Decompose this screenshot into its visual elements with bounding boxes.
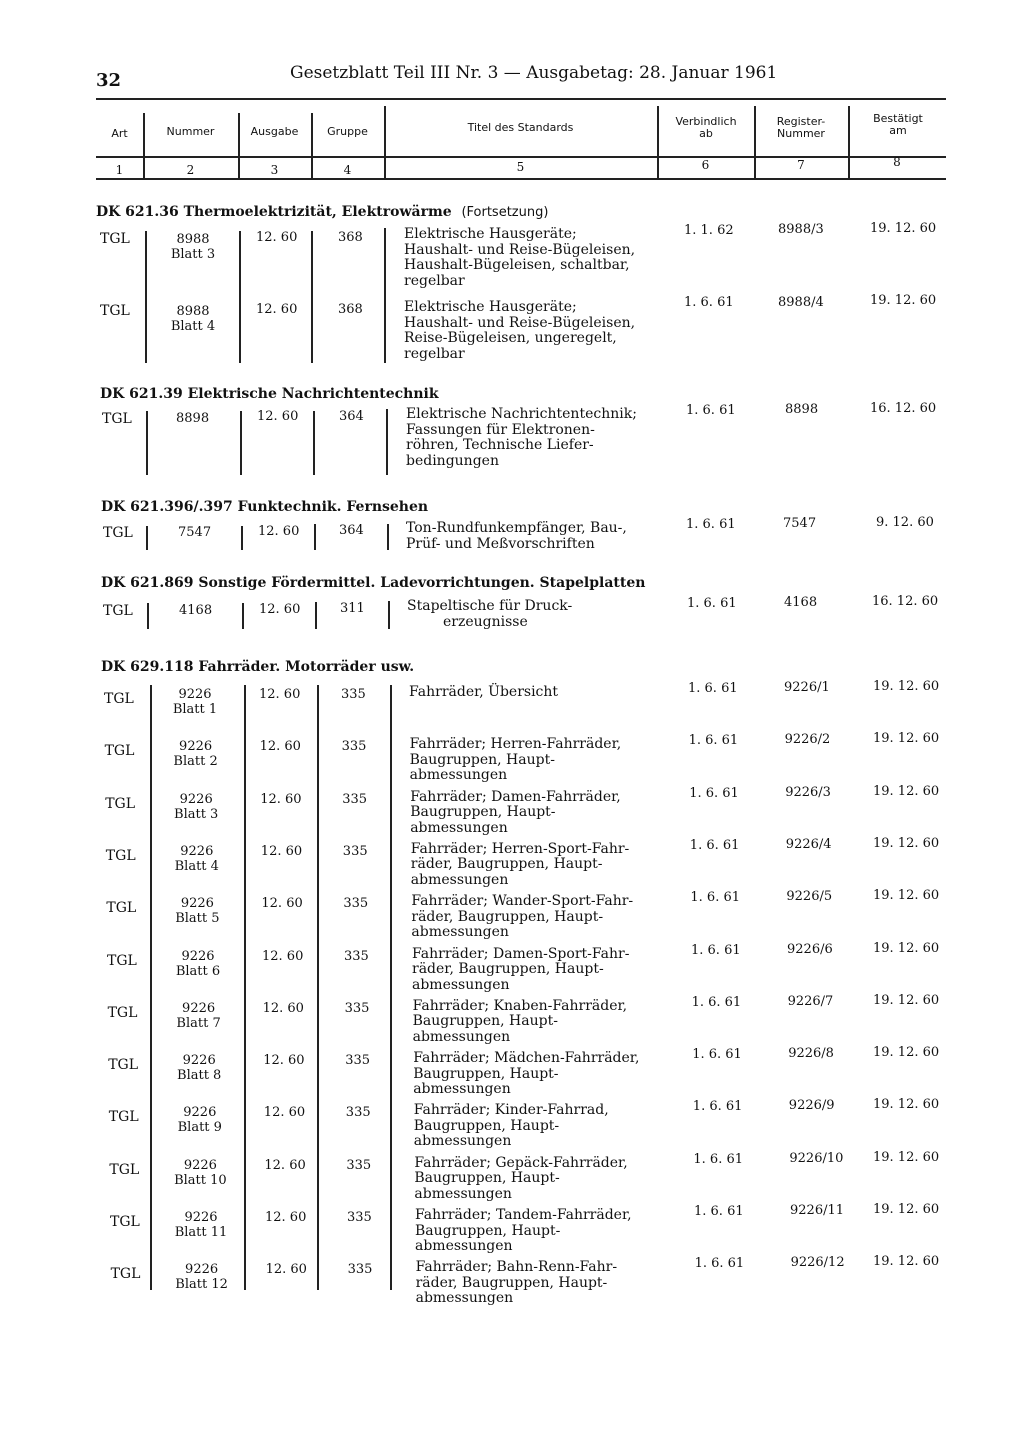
cell-ausgabe: 12. 60 [256,302,298,317]
header-art: Art [111,127,128,140]
cell-nummer: 8988 [176,232,210,247]
titel-line: erzeugnisse [443,613,528,630]
header-verbindlich: Verbindlich ab [675,115,737,140]
cell-art: TGL [104,743,135,760]
titel-line: Elektrische Hausgeräte; [404,226,577,242]
column-rule [384,228,386,363]
titel-line: abmessungen [412,976,510,993]
cell-ausgabe: 12. 60 [259,739,301,755]
titel-line: regelbar [404,345,465,362]
running-head: Gesetzblatt Teil III Nr. 3 — Ausgabetag: 28. Januar 1961 [290,63,778,83]
section-note: (Fortsetzung) [461,205,549,220]
cell-nummer: 9226 [182,1053,216,1069]
cell-nummer: 4168 [179,603,213,618]
cell-verbindlich: 1. 6. 61 [688,733,739,749]
titel-line: Fahrräder; Mädchen-Fahrräder, [413,1050,640,1067]
titel-line: Ton-Rundfunkempfänger, Bau-, [406,520,627,536]
titel-line: Baugruppen, Haupt- [415,1222,561,1239]
column-rule [317,685,319,1290]
cell-art: TGL [110,1214,140,1230]
cell-verbindlich: 1. 6. 61 [689,785,739,801]
cell-verbindlich: 1. 6. 61 [690,890,741,906]
cell-bestaetigt: 19. 12. 60 [873,679,940,694]
titel-line: abmessungen [409,767,508,784]
cell-titel [406,407,661,469]
titel-line: Stapeltische für Druck- [407,598,573,614]
cell-titel [406,521,661,552]
cell-verbindlich: 1. 1. 62 [684,223,734,238]
cell-blatt: Blatt 3 [170,247,216,262]
cell-register: 9226/8 [788,1046,834,1062]
titel-line: Fahrräder; Herren-Sport-Fahr- [410,840,630,857]
cell-verbindlich: 1. 6. 61 [694,1256,745,1272]
titel-line: Baugruppen, Haupt- [413,1065,559,1082]
column-number: 8 [893,155,901,169]
cell-ausgabe: 12. 60 [265,1262,307,1278]
cell-bestaetigt: 16. 12. 60 [872,594,939,609]
column-rule [150,685,152,1290]
cell-art: TGL [100,303,130,319]
cell-verbindlich: 1. 6. 61 [694,1204,744,1219]
cell-bestaetigt: 19. 12. 60 [873,835,940,851]
cell-art: TGL [105,847,136,864]
cell-blatt: Blatt 6 [175,963,221,979]
cell-gruppe: 335 [342,791,368,807]
cell-register: 8898 [785,402,819,417]
cell-gruppe: 368 [338,230,363,245]
cell-bestaetigt: 19. 12. 60 [873,731,940,747]
cell-blatt: Blatt 2 [173,754,218,770]
cell-ausgabe: 12. 60 [259,687,301,702]
cell-titel [412,947,667,994]
titel-line: Fahrräder; Knaben-Fahrräder, [412,997,628,1014]
top-rule [96,98,946,100]
section-heading: DK 621.869 Sonstige Fördermittel. Ladevorrichtungen. Stapelplatten [101,575,646,591]
cell-register: 9226/4 [785,836,832,852]
titel-line: Fassungen für Elektronen- [406,421,595,438]
cell-titel [413,999,668,1046]
section-heading: DK 629.118 Fahrräder. Motorräder usw. [101,659,415,675]
cell-titel [404,227,659,289]
cell-verbindlich: 1. 6. 61 [693,1151,744,1167]
section-heading: DK 621.39 Elektrische Nachrichtentechnik [100,386,439,402]
cell-register: 9226/1 [784,680,830,695]
column-number: 6 [701,158,710,172]
cell-nummer: 8988 [176,304,210,319]
column-rule [145,231,147,363]
cell-ausgabe: 12. 60 [257,409,299,424]
cell-art: TGL [110,1266,141,1283]
column-rule [388,601,390,629]
titel-line: abmessungen [411,924,509,941]
cell-art: TGL [104,691,134,707]
column-rule [244,685,246,1290]
column-rule [242,603,244,629]
cell-register: 4168 [784,595,818,610]
titel-line: Baugruppen, Haupt- [410,804,556,821]
cell-nummer: 9226 [183,1105,217,1121]
cell-verbindlich: 1. 6. 61 [688,681,738,696]
cell-nummer: 7547 [178,525,212,540]
titel-line: Fahrräder; Kinder-Fahrrad, [413,1102,609,1119]
cell-register: 9226/10 [789,1150,844,1166]
column-rule [390,685,392,1290]
column-number: 1 [115,163,124,177]
cell-ausgabe: 12. 60 [264,1157,306,1173]
cell-blatt: Blatt 4 [170,319,216,334]
cell-gruppe: 364 [339,523,364,538]
cell-gruppe: 335 [345,1105,371,1121]
titel-line: abmessungen [412,1028,511,1045]
cell-blatt: Blatt 3 [174,806,219,822]
cell-nummer: 9226 [179,739,213,755]
page-number: 32 [96,70,122,91]
cell-nummer: 9226 [185,1262,219,1278]
cell-register: 9226/3 [785,784,831,800]
cell-bestaetigt: 19. 12. 60 [873,1202,940,1217]
cell-register: 8988/4 [778,295,824,310]
cell-blatt: Blatt 9 [177,1120,222,1136]
titel-line: Reise-Bügeleisen, ungeregelt, [404,330,617,346]
cell-register: 9226/2 [784,732,831,748]
cell-blatt: Blatt 10 [174,1172,227,1188]
cell-titel [414,1103,669,1150]
column-number: 4 [343,163,352,177]
cell-ausgabe: 12. 60 [258,524,300,539]
cell-art: TGL [108,1057,139,1074]
column-rule [147,603,149,629]
cell-blatt: Blatt 8 [177,1068,222,1084]
cell-titel [410,790,665,837]
titel-line: abmessungen [413,1081,511,1098]
cell-ausgabe: 12. 60 [260,791,302,807]
cell-ausgabe: 12. 60 [262,1000,304,1016]
column-rule [241,526,243,550]
cell-ausgabe: 12. 60 [260,843,303,859]
column-rule [313,411,315,475]
cell-bestaetigt: 9. 12. 60 [876,515,934,530]
column-rule [315,602,317,629]
cell-nummer: 9226 [180,843,214,859]
cell-verbindlich: 1. 6. 61 [691,994,742,1010]
cell-bestaetigt: 19. 12. 60 [873,940,940,956]
cell-art: TGL [105,795,136,812]
cell-gruppe: 335 [342,843,368,859]
column-rule [146,411,148,475]
titel-line: Fahrräder; Bahn-Renn-Fahr- [415,1259,618,1276]
titel-line: räder, Baugruppen, Haupt- [411,908,604,925]
titel-line: Fahrräder, Übersicht [409,684,559,700]
titel-line: abmessungen [414,1185,512,1202]
cell-art: TGL [103,525,133,541]
column-rule [314,524,316,550]
titel-line: bedingungen [406,452,499,469]
cell-titel [413,1051,668,1098]
cell-nummer: 9226 [181,948,215,964]
cell-art: TGL [107,952,137,969]
cell-gruppe: 335 [343,896,369,912]
titel-line: Baugruppen, Haupt- [413,1117,560,1134]
header-bestaetigt: Bestätigt am [873,112,923,137]
column-number: 2 [186,163,195,177]
header-bottom-rule [96,178,946,180]
titel-line: räder, Baugruppen, Haupt- [412,961,604,977]
cell-titel [411,842,666,889]
cell-titel [409,685,664,701]
cell-nummer: 9226 [178,687,212,702]
cell-bestaetigt: 19. 12. 60 [870,221,937,236]
column-number: 5 [516,160,525,174]
column-rule [240,411,242,475]
cell-register: 9226/5 [786,889,833,905]
column-rule [239,231,241,363]
cell-art: TGL [107,1004,138,1021]
cell-gruppe: 368 [338,302,363,317]
cell-gruppe: 364 [339,409,364,424]
cell-nummer: 9226 [184,1210,218,1225]
header-gruppe: Gruppe [327,125,368,138]
section-title: DK 621.36 Thermoelektrizität, Elektrowärme [96,204,452,220]
cell-nummer: 9226 [182,1000,216,1016]
cell-titel [415,1208,670,1255]
titel-line: Baugruppen, Haupt- [412,1013,558,1030]
titel-line: Haushalt- und Reise-Bügeleisen, [404,241,636,258]
cell-nummer: 9226 [180,896,214,912]
titel-line: Fahrräder; Herren-Fahrräder, [409,736,622,753]
cell-ausgabe: 12. 60 [261,896,303,912]
titel-line: Fahrräder; Wander-Sport-Fahr- [411,893,634,910]
cell-blatt: Blatt 4 [174,858,219,874]
cell-titel [414,1156,669,1203]
cell-gruppe: 311 [340,601,365,616]
cell-bestaetigt: 19. 12. 60 [873,1097,940,1113]
cell-verbindlich: 1. 6. 61 [686,517,736,532]
titel-line: Fahrräder; Tandem-Fahrräder, [415,1207,632,1223]
cell-gruppe: 335 [344,1000,370,1016]
cell-blatt: Blatt 1 [172,702,218,717]
titel-line: Fahrräder; Gepäck-Fahrräder, [414,1154,628,1171]
cell-titel [410,737,665,784]
column-number: 7 [797,158,805,172]
cell-bestaetigt: 19. 12. 60 [870,293,937,308]
titel-line: Prüf- und Meßvorschriften [406,535,595,552]
cell-gruppe: 335 [341,739,367,755]
cell-gruppe: 335 [346,1157,372,1173]
cell-bestaetigt: 19. 12. 60 [873,1149,940,1165]
cell-bestaetigt: 19. 12. 60 [873,992,940,1008]
titel-line: regelbar [404,272,465,289]
cell-nummer: 8898 [176,411,210,426]
column-rule [311,231,313,363]
column-rule [387,524,389,550]
cell-art: TGL [102,411,132,427]
titel-line: Haushalt-Bügeleisen, schaltbar, [404,257,630,273]
header-titel: Titel des Standards [467,121,574,134]
titel-line: Elektrische Hausgeräte; [404,299,577,315]
cell-register: 9226/6 [787,941,833,957]
cell-art: TGL [106,900,137,917]
cell-verbindlich: 1. 6. 61 [686,403,736,418]
header-ausgabe: Ausgabe [250,125,299,138]
cell-ausgabe: 12. 60 [263,1105,306,1121]
cell-blatt: Blatt 12 [175,1277,228,1293]
cell-titel [404,300,659,362]
cell-register: 7547 [783,516,817,531]
cell-blatt: Blatt 5 [175,911,220,927]
titel-line: abmessungen [410,819,508,836]
cell-verbindlich: 1. 6. 61 [684,295,734,310]
cell-ausgabe: 12. 60 [259,602,301,617]
cell-ausgabe: 12. 60 [263,1053,305,1069]
cell-register: 9226/7 [787,993,834,1009]
cell-verbindlich: 1. 6. 61 [692,1047,742,1063]
cell-verbindlich: 1. 6. 61 [691,942,741,958]
cell-art: TGL [109,1161,140,1178]
column-rule [386,409,388,475]
titel-line: abmessungen [415,1290,514,1307]
cell-bestaetigt: 16. 12. 60 [870,401,937,416]
header-register: Register- Nummer [776,115,826,140]
cell-bestaetigt: 19. 12. 60 [873,1045,940,1061]
titel-line: röhren, Technische Liefer- [406,437,594,453]
cell-verbindlich: 1. 6. 61 [692,1099,743,1115]
cell-titel [407,599,662,630]
cell-blatt: Blatt 11 [174,1225,228,1240]
cell-art: TGL [108,1109,139,1126]
titel-line: Baugruppen, Haupt- [409,751,555,768]
column-rule [146,526,148,550]
cell-register: 9226/12 [790,1255,845,1271]
titel-line: Baugruppen, Haupt- [414,1170,560,1187]
cell-nummer: 9226 [179,791,213,807]
cell-gruppe: 335 [345,1053,371,1069]
column-number: 3 [270,163,279,177]
cell-ausgabe: 12. 60 [265,1210,307,1225]
cell-art: TGL [100,231,130,247]
titel-line: Fahrräder; Damen-Sport-Fahr- [412,945,630,962]
titel-line: Elektrische Nachrichtentechnik; [406,406,637,422]
cell-verbindlich: 1. 6. 61 [689,837,740,853]
cell-art: TGL [103,603,133,619]
titel-line: abmessungen [413,1133,512,1150]
cell-ausgabe: 12. 60 [256,230,298,245]
cell-nummer: 9226 [183,1157,217,1173]
cell-verbindlich: 1. 6. 61 [687,596,737,611]
section-heading [96,204,548,220]
section-heading: DK 621.396/.397 Funktechnik. Fernsehen [101,499,429,515]
titel-line: Fahrräder; Damen-Fahrräder, [410,788,621,805]
cell-gruppe: 335 [341,687,366,702]
cell-bestaetigt: 19. 12. 60 [873,783,940,799]
cell-blatt: Blatt 7 [176,1015,221,1031]
cell-register: 9226/11 [790,1203,845,1218]
header-nummer: Nummer [166,125,215,138]
cell-titel [416,1260,671,1307]
cell-register: 8988/3 [778,222,824,237]
titel-line: räder, Baugruppen, Haupt- [415,1274,608,1291]
cell-bestaetigt: 19. 12. 60 [873,888,940,904]
titel-line: Haushalt- und Reise-Bügeleisen, [404,314,636,331]
cell-gruppe: 335 [344,948,369,964]
cell-gruppe: 335 [347,1210,372,1225]
cell-gruppe: 335 [347,1262,373,1278]
cell-titel [411,894,666,941]
cell-register: 9226/9 [788,1098,835,1114]
cell-bestaetigt: 19. 12. 60 [873,1254,940,1270]
titel-line: räder, Baugruppen, Haupt- [410,856,603,873]
titel-line: abmessungen [410,871,509,888]
cell-ausgabe: 12. 60 [262,948,304,964]
titel-line: abmessungen [415,1238,513,1254]
